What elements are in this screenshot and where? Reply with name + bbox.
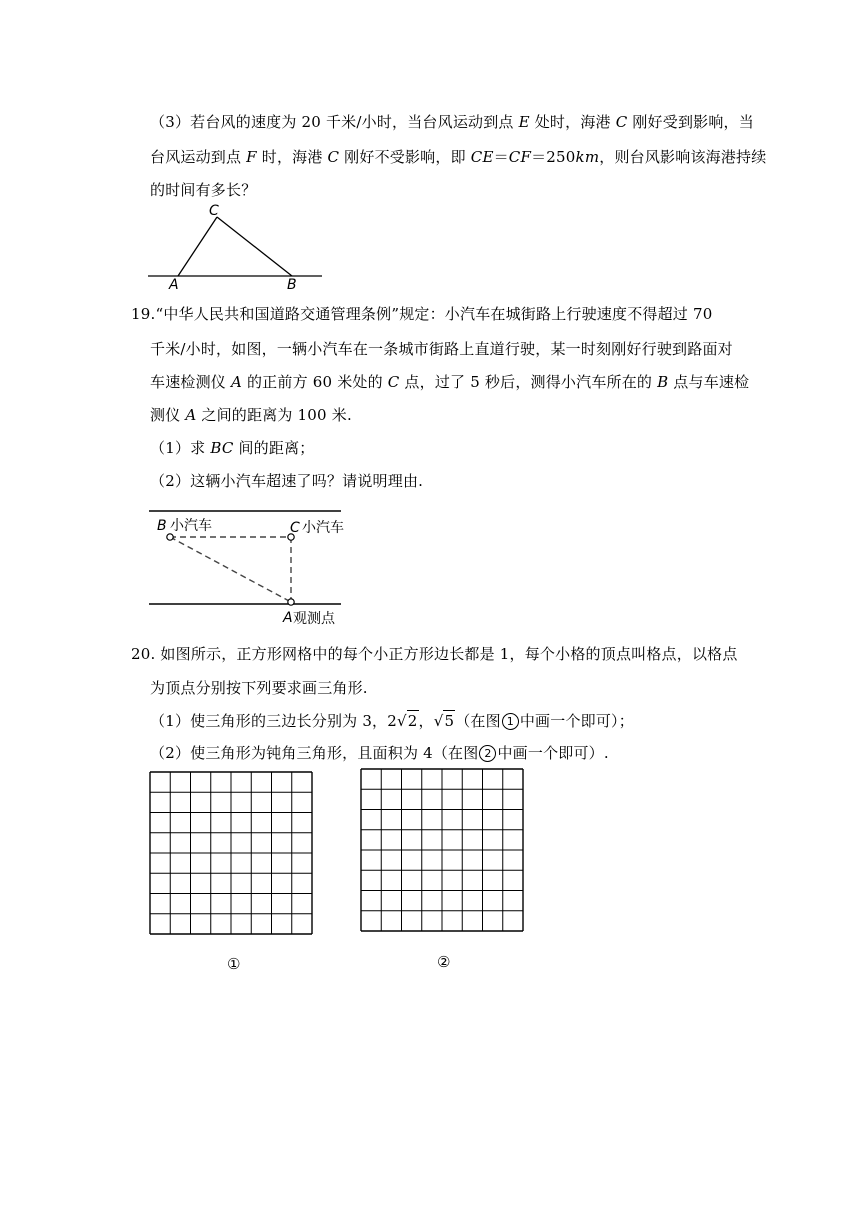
text: 台风运动到点 xyxy=(150,148,247,166)
text: （在图 xyxy=(455,712,501,730)
text: 刚好不受影响，即 xyxy=(339,148,471,166)
var-C: C xyxy=(387,373,400,391)
var-F: F xyxy=(246,148,257,166)
radicand: 2 xyxy=(407,712,418,730)
var-A: A xyxy=(230,373,243,391)
q19-part2: （2）这辆小汽车超速了吗？请说明理由. xyxy=(150,472,424,490)
radicand: 5 xyxy=(444,712,455,730)
q19-line4 xyxy=(150,405,352,425)
label-B: B xyxy=(287,277,297,293)
q18-part3-line3: 的时间有多长？ xyxy=(150,181,257,199)
var-CE: CE xyxy=(470,148,494,166)
point-A xyxy=(288,599,294,605)
text: 间的距离； xyxy=(233,439,315,457)
circled-number: 1 xyxy=(502,713,519,730)
q20-part2 xyxy=(150,743,609,763)
text: ＝ xyxy=(493,148,509,166)
text: 点与车速检 xyxy=(668,373,750,391)
text: （1）求 xyxy=(150,439,211,457)
text: 车速检测仪 xyxy=(150,373,231,391)
var-B: B xyxy=(657,373,669,391)
var-A: A xyxy=(185,406,197,424)
var-E: E xyxy=(518,113,530,131)
text: （3）若台风的速度为 20 千米/小时，当台风运动到点 xyxy=(150,113,519,131)
label-A: A xyxy=(169,277,179,293)
label-C-text: 小汽车 xyxy=(302,520,344,536)
sqrt-5: √5 xyxy=(433,712,455,730)
text: 测仪 xyxy=(150,406,186,424)
grid2-label: ② xyxy=(437,953,451,971)
side-AC xyxy=(178,217,217,276)
q20-part1 xyxy=(150,710,634,731)
dashed-BA xyxy=(170,537,291,602)
var-BC: BC xyxy=(210,439,234,457)
text: 之间的距离为 100 米. xyxy=(196,406,352,424)
grid-figure-2 xyxy=(360,768,524,932)
label-B-text: 小汽车 xyxy=(170,518,212,534)
var-C: C xyxy=(615,113,628,131)
q19-line1: 19.“中华人民共和国道路交通管理条例”规定：小汽车在城街路上行驶速度不得超过 70 xyxy=(131,305,713,323)
var-CF: CF xyxy=(508,148,532,166)
circled-number: 2 xyxy=(479,745,496,762)
q18-part3-line2 xyxy=(150,147,766,167)
text: 处时，海港 xyxy=(529,113,616,131)
grid1-label: ① xyxy=(227,955,241,973)
grid-figure-1 xyxy=(149,771,313,935)
var-C: C xyxy=(327,148,340,166)
q19-part1 xyxy=(150,438,314,458)
unit-km: km xyxy=(575,148,600,166)
text: （2）使三角形为钝角三角形，且面积为 4（在图 xyxy=(150,744,479,762)
text: ，则台风影响该海港持续 xyxy=(599,148,767,166)
label-C: C xyxy=(290,520,300,536)
label-C: C xyxy=(209,203,219,219)
q18-triangle-figure xyxy=(145,200,335,293)
text: 点，过了 5 秒后，测得小汽车所在的 xyxy=(399,373,658,391)
text: 刚好受到影响，当 xyxy=(627,113,754,131)
sqrt-2: √2 xyxy=(397,712,418,730)
label-B: B xyxy=(157,518,167,534)
q19-road-figure xyxy=(145,505,355,630)
text: 中画一个即可）. xyxy=(497,744,609,762)
label-A-text: 观测点 xyxy=(293,611,335,627)
q19-line2: 千米/小时，如图，一辆小汽车在一条城市街路上直道行驶，某一时刻刚好行驶到路面对 xyxy=(150,340,733,358)
text: 时，海港 xyxy=(256,148,328,166)
label-A: A xyxy=(283,610,293,626)
q19-line3 xyxy=(150,372,749,392)
side-CB xyxy=(217,217,292,276)
text: ＝250 xyxy=(531,148,576,166)
text: 的正前方 60 米处的 xyxy=(242,373,388,391)
q20-line1: 20. 如图所示，正方形网格中的每个小正方形边长都是 1，每个小格的顶点叫格点，以格点 xyxy=(131,645,738,663)
q20-line2: 为顶点分别按下列要求画三角形. xyxy=(150,679,368,697)
point-B xyxy=(167,534,173,540)
text: ， xyxy=(418,712,434,730)
q18-part3-line1 xyxy=(150,112,754,132)
text: （1）使三角形的三边长分别为 3，2 xyxy=(150,712,397,730)
text: 中画一个即可）； xyxy=(519,712,634,730)
